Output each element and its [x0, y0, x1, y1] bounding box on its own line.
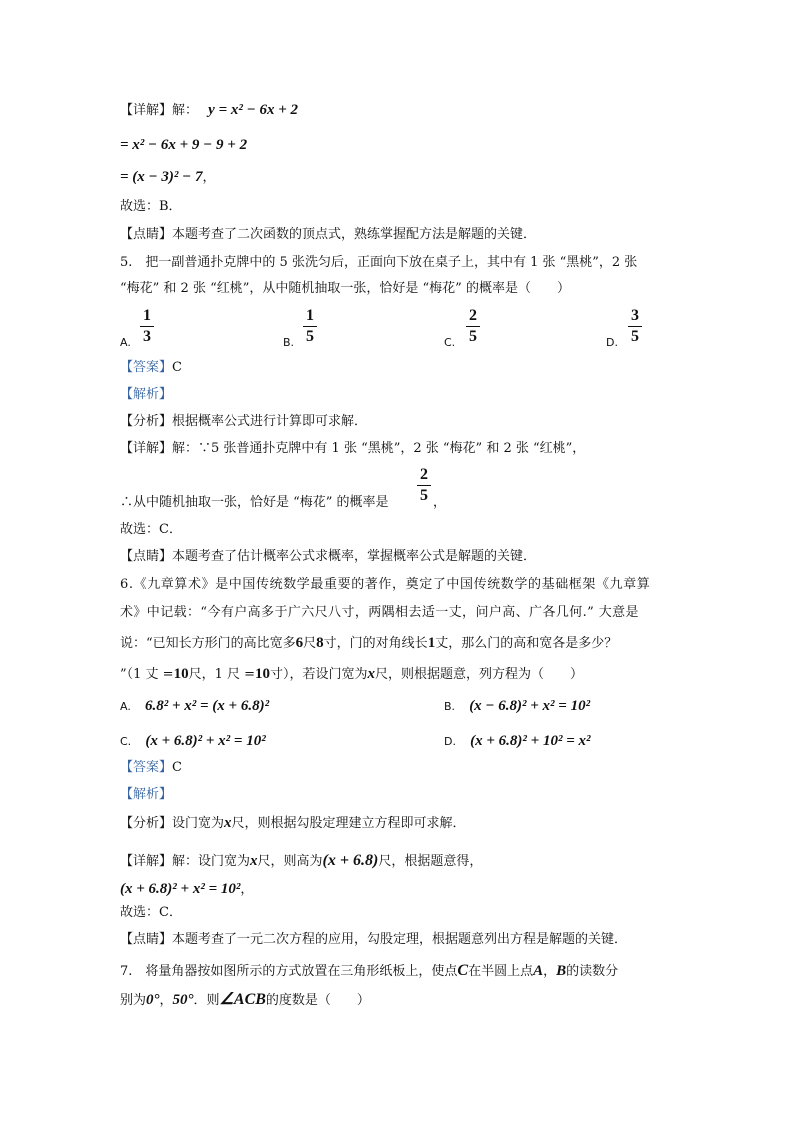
stem-number: 10 — [173, 666, 189, 682]
fraction-bar — [140, 326, 154, 327]
stem-text: 丈，那么门的高和宽各是多少？ — [435, 636, 618, 651]
q6-comment: 【点睛】本题考查了一元二次方程的应用，勾股定理，根据题意列出方程是解题的关键． — [120, 932, 628, 947]
point-c: C — [457, 962, 469, 979]
option-label: B. — [283, 336, 295, 349]
stem-number: 1 — [427, 635, 436, 651]
q5-detail: 【详解】解：∵5 张普通扑克牌中有 1 张 “黑桃”，2 张 “梅花” 和 2 张 “红桃”， — [120, 441, 586, 456]
q6-equation: (x + 6.8)² + x² = 10² — [120, 881, 241, 897]
answer-value: C — [172, 360, 182, 375]
fraction-numerator: 1 — [143, 307, 151, 324]
stem-text: 尺 — [303, 636, 317, 651]
detail-text: 尺，则高为 — [257, 854, 323, 869]
fraction-numerator: 2 — [420, 466, 428, 483]
q7-stem-line-1 — [120, 962, 618, 981]
detail-expression: (x + 6.8) — [322, 852, 379, 869]
stem-text: 别为 — [120, 993, 147, 1008]
fraction-denominator: 5 — [469, 328, 477, 345]
option-equation: 6.8² + x² = (x + 6.8)² — [144, 698, 270, 714]
detail-text: ∴从中随机抽取一张，恰好是 “梅花” 的概率是 — [120, 495, 389, 510]
option-label: C. — [444, 336, 456, 349]
stem-text: ．则 — [193, 993, 220, 1008]
comment-1: 【点睛】本题考查了二次函数的顶点式，熟练掌握配方法是解题的关键． — [120, 227, 537, 242]
stem-number: 6 — [295, 635, 304, 651]
equation-3-line — [120, 168, 215, 187]
stem-text: 在半圆上点 — [468, 964, 534, 979]
q6-equation-line — [120, 880, 253, 899]
q5-detail-2-end: ， — [433, 495, 447, 510]
angle-acb: ∠ACB — [219, 991, 266, 1008]
option-equation: (x − 6.8)² + x² = 10² — [469, 698, 591, 714]
option-equation: (x + 6.8)² + 10² = x² — [470, 733, 591, 749]
option-fraction — [140, 307, 154, 346]
q6-analysis-tag: 【解析】 — [120, 787, 173, 802]
q5-stem-line-2: “梅花” 和 2 张 “红桃”，从中随机抽取一张，恰好是 “梅花” 的概率是（ ） — [120, 281, 570, 296]
fraction-numerator: 2 — [469, 307, 477, 324]
option-label: D. — [444, 735, 456, 748]
q6-option-b — [444, 697, 590, 716]
fraction-numerator: 1 — [306, 307, 314, 324]
fraction-denominator: 3 — [143, 328, 151, 345]
fraction-denominator: 5 — [420, 487, 428, 504]
reading-50: 50° — [172, 992, 194, 1008]
option-fraction — [466, 307, 480, 346]
answer-tag: 【答案】 — [120, 760, 173, 775]
analysis-text: 【分析】设门宽为 — [120, 816, 225, 831]
option-label: A. — [120, 336, 131, 349]
point-b: B — [556, 963, 567, 979]
fraction-bar — [628, 326, 642, 327]
option-label: A. — [120, 700, 131, 713]
answer-value: C — [172, 760, 182, 775]
option-fraction — [628, 307, 642, 346]
reading-0: 0° — [146, 992, 160, 1008]
q6-answer — [120, 759, 182, 777]
option-label: B. — [444, 700, 456, 713]
detail-line — [120, 101, 298, 120]
option-label: C. — [120, 735, 132, 748]
fraction-bar — [466, 326, 480, 327]
stem-text: 寸），若设门宽为 — [270, 667, 368, 682]
stem-text: 尺，则根据题意，列方程为（ ） — [375, 667, 584, 682]
stem-text: 尺，1 尺 = — [188, 667, 256, 682]
q6-detail — [120, 852, 482, 871]
detail-variable: x — [250, 853, 258, 869]
fraction-numerator: 3 — [631, 307, 639, 324]
q6-stem-line-2: 术》中记载：“今有户高多于广六尺八寸，两隅相去适一丈，问户高、广各几何.” 大意是 — [120, 605, 639, 620]
detail-text: 尺，根据题意得， — [378, 854, 483, 869]
stem-text: 的度数是（ ） — [265, 993, 370, 1008]
q5-comment: 【点睛】本题考查了估计概率公式求概率，掌握概率公式是解题的关键． — [120, 549, 537, 564]
option-label: D. — [606, 336, 618, 349]
analysis-text: 尺，则根据勾股定理建立方程即可求解． — [231, 816, 466, 831]
equation-2: = x² − 6x + 9 − 9 + 2 — [120, 137, 248, 153]
stem-number: 10 — [255, 666, 271, 682]
q6-option-d — [444, 732, 590, 751]
equation-3: = (x − 3)² − 7 — [120, 169, 203, 185]
detail-text: 【详解】解：设门宽为 — [120, 854, 251, 869]
stem-text: 7. 将量角器按如图所示的方式放置在三角形纸板上，使点 — [120, 964, 458, 979]
q6-choose: 故选：C． — [120, 905, 182, 920]
choose-b: 故选：B． — [120, 199, 182, 214]
stem-text: 说：“已知长方形门的高比宽多 — [120, 636, 296, 651]
stem-variable: x — [367, 666, 376, 682]
stem-text: ”（1 丈 = — [120, 667, 174, 682]
q5-choose: 故选：C． — [120, 522, 182, 537]
q5-answer — [120, 359, 182, 377]
fraction-denominator: 5 — [306, 328, 314, 345]
point-a: A — [533, 963, 544, 979]
q5-detail-fraction — [417, 466, 431, 505]
equation-end: ， — [240, 882, 254, 897]
option-fraction — [303, 307, 317, 346]
stem-number: 8 — [316, 635, 324, 651]
analysis-variable: x — [224, 815, 232, 831]
q6-stem-line-1: 6.《九章算术》是中国传统数学最重要的著作，奠定了中国传统数学的基础框架《九章算 — [120, 577, 651, 592]
q6-option-a — [120, 697, 269, 716]
fraction-bar — [417, 485, 431, 486]
q6-analysis — [120, 814, 466, 833]
equation-1: y = x² − 6x + 2 — [208, 102, 298, 118]
stem-text: ， — [543, 964, 557, 979]
q6-option-c — [120, 732, 266, 751]
q5-analysis: 【分析】根据概率公式进行计算即可求解． — [120, 414, 368, 429]
q6-stem-line-4 — [120, 665, 583, 684]
stem-text: 寸，门的对角线长 — [323, 636, 428, 651]
q5-analysis-tag: 【解析】 — [120, 387, 173, 402]
fraction-bar — [303, 326, 317, 327]
equation-3-suffix: ， — [202, 170, 216, 185]
q6-stem-line-3 — [120, 634, 617, 653]
answer-tag: 【答案】 — [120, 360, 173, 375]
detail-prefix: 【详解】解： — [120, 103, 199, 118]
q5-stem-line-1: 5. 把一副普通扑克牌中的 5 张洗匀后，正面向下放在桌子上，其中有 1 张 “黑桃”，2 张 — [120, 255, 638, 270]
q7-stem-line-2 — [120, 991, 370, 1010]
stem-text: ， — [159, 993, 173, 1008]
stem-text: 的读数分 — [566, 964, 619, 979]
fraction-denominator: 5 — [631, 328, 639, 345]
q5-detail-2 — [120, 494, 389, 512]
option-equation: (x + 6.8)² + x² = 10² — [145, 733, 266, 749]
